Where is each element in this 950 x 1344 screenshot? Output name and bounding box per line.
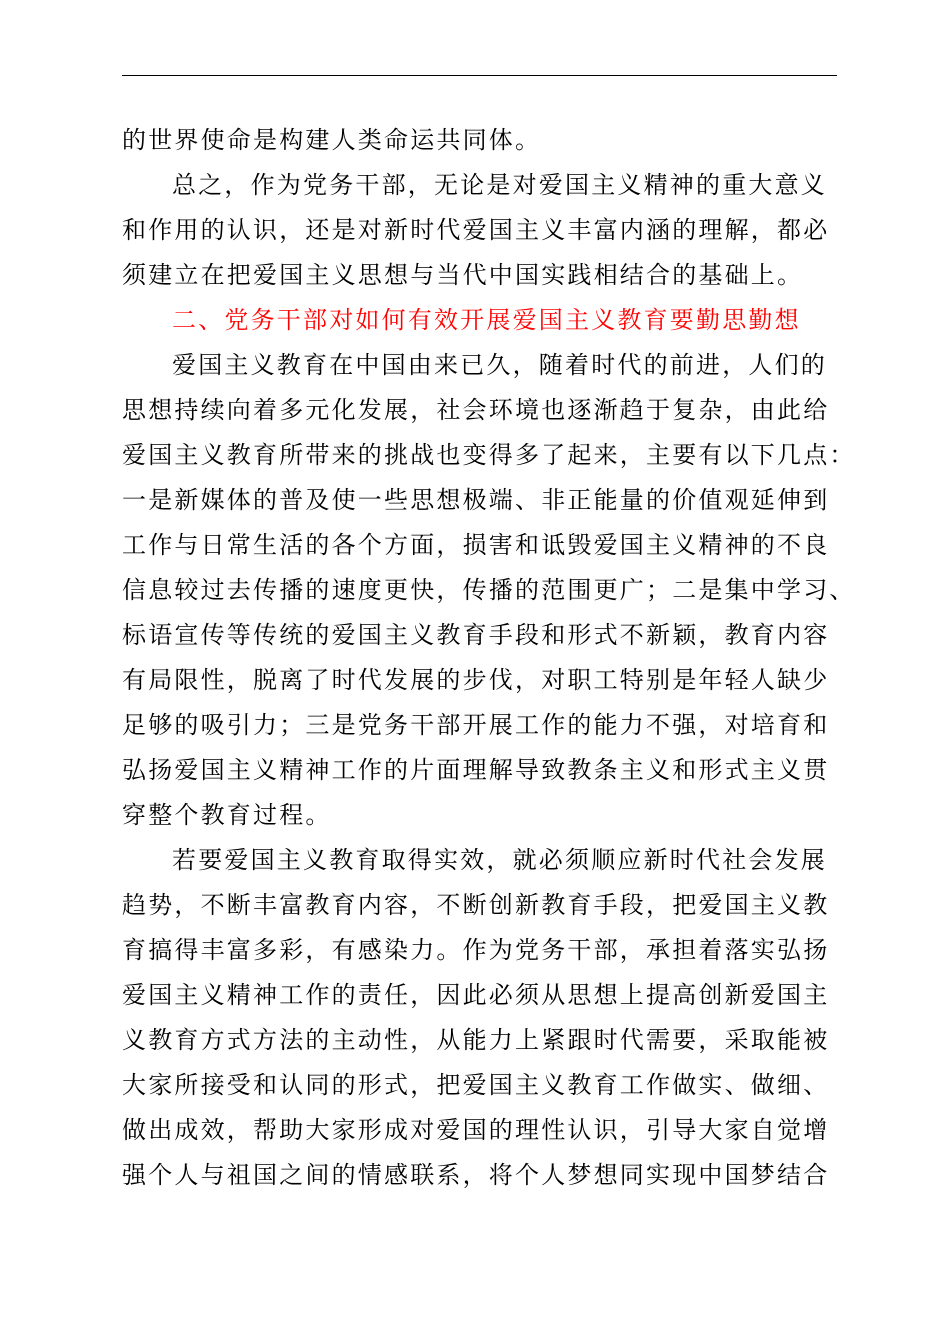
body-line: 的世界使命是构建人类命运共同体。 (122, 126, 542, 154)
body-line: 做出成效，帮助大家形成对爱国的理性认识，引导大家自觉增 (122, 1116, 830, 1144)
body-line: 爱国主义教育在中国由来已久，随着时代的前进，人们的 (172, 351, 827, 379)
body-line: 一是新媒体的普及使一些思想极端、非正能量的价值观延伸到 (122, 486, 830, 514)
body-line: 有局限性，脱离了时代发展的步伐，对职工特别是年轻人缺少 (122, 666, 830, 694)
body-line: 育搞得丰富多彩，有感染力。作为党务干部，承担着落实弘扬 (122, 936, 830, 964)
body-line: 思想持续向着多元化发展，社会环境也逐渐趋于复杂，由此给 (122, 396, 830, 424)
body-line: 信息较过去传播的速度更快，传播的范围更广；二是集中学习、 (122, 576, 856, 604)
body-line: 足够的吸引力；三是党务干部开展工作的能力不强，对培育和 (122, 711, 830, 739)
document-body (122, 118, 856, 1198)
section-heading: 二、党务干部对如何有效开展爱国主义教育要勤思勤想 (172, 306, 801, 334)
body-line: 爱国主义精神工作的责任，因此必须从思想上提高创新爱国主 (122, 981, 830, 1009)
body-line: 标语宣传等传统的爱国主义教育手段和形式不新颖，教育内容 (122, 621, 830, 649)
body-line: 和作用的认识，还是对新时代爱国主义丰富内涵的理解，都必 (122, 216, 830, 244)
body-line: 穿整个教育过程。 (122, 801, 332, 829)
body-line: 爱国主义教育所带来的挑战也变得多了起来，主要有以下几点： (122, 441, 856, 469)
header-rule (122, 75, 837, 76)
body-line: 须建立在把爱国主义思想与当代中国实践相结合的基础上。 (122, 261, 804, 289)
body-line: 强个人与祖国之间的情感联系，将个人梦想同实现中国梦结合 (122, 1161, 830, 1189)
body-line: 工作与日常生活的各个方面，损害和诋毁爱国主义精神的不良 (122, 531, 830, 559)
body-line: 趋势，不断丰富教育内容，不断创新教育手段，把爱国主义教 (122, 891, 830, 919)
body-line: 若要爱国主义教育取得实效，就必须顺应新时代社会发展 (172, 846, 827, 874)
body-line: 总之，作为党务干部，无论是对爱国主义精神的重大意义 (172, 171, 827, 199)
body-line: 义教育方式方法的主动性，从能力上紧跟时代需要，采取能被 (122, 1026, 830, 1054)
body-line: 大家所接受和认同的形式，把爱国主义教育工作做实、做细、 (122, 1071, 830, 1099)
body-line: 弘扬爱国主义精神工作的片面理解导致教条主义和形式主义贯 (122, 756, 830, 784)
